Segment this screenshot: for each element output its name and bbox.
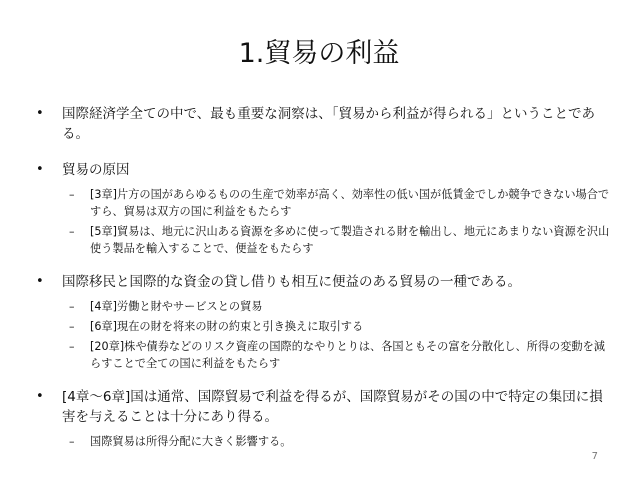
bullet-marker: • <box>36 106 44 121</box>
bullet-4 <box>36 387 616 427</box>
sub-bullet-3-3 <box>36 338 616 372</box>
slide-content <box>36 104 616 450</box>
sub-bullet-2-2 <box>36 223 616 257</box>
sub-bullet-3-1 <box>36 298 616 315</box>
sub-bullet-marker: – <box>69 300 75 313</box>
bullet-4-text: [4章～6章]国は通常、国際貿易で利益を得るが、国際貿易がその国の中で特定の集団に損害を与えることは十分にあり得る。 <box>62 389 603 425</box>
bullet-marker: • <box>36 162 44 177</box>
bullet-marker: • <box>36 389 44 404</box>
sub-bullet-4-1 <box>36 433 616 450</box>
sub-bullet-marker: – <box>69 340 75 353</box>
sub-bullet-marker: – <box>69 225 75 238</box>
sub-bullet-2-1 <box>36 186 616 220</box>
sub-bullet-3-2 <box>36 318 616 335</box>
bullet-2-text: 貿易の原因 <box>62 162 130 178</box>
bullet-2 <box>36 160 616 180</box>
page-number: 7 <box>591 451 598 462</box>
bullet-marker: • <box>36 274 44 289</box>
sub-bullet-4-1-text: 国際貿易は所得分配に大きく影響する。 <box>90 435 292 448</box>
sub-bullet-marker: – <box>69 435 75 448</box>
sub-bullet-3-1-text: [4章]労働と財やサービスとの貿易 <box>90 300 263 313</box>
bullet-3-text: 国際移民と国際的な資金の貸し借りも相互に便益のある貿易の一種である。 <box>62 274 521 290</box>
sub-bullet-3-2-text: [6章]現在の財を将来の財の約束と引き換えに取引する <box>90 320 364 333</box>
sub-bullet-2-1-text: [3章]片方の国があらゆるものの生産で効率が高く、効率性の低い国が低賃金でしか競争できない場合ですら、貿易は双方の国に利益をもたらす <box>90 188 610 218</box>
sub-bullet-2-2-text: [5章]貿易は、地元に沢山ある資源を多めに使って製造される財を輸出し、地元にあまりない資源を沢山使う製品を輸入することで、便益をもたらす <box>90 225 610 255</box>
bullet-3 <box>36 272 616 292</box>
bullet-1-text: 国際経済学全ての中で、最も重要な洞察は、「貿易から利益が得られる」ということである。 <box>62 106 595 142</box>
sub-bullet-marker: – <box>69 188 75 201</box>
sub-bullet-3-3-text: [20章]株や債券などのリスク資産の国際的なやりとりは、各国ともその富を分散化し、所得の変動を減らすことで全ての国に利益をもたらす <box>90 340 605 370</box>
bullet-1 <box>36 104 616 144</box>
slide-title: 1.貿易の利益 <box>238 38 400 69</box>
sub-bullet-marker: – <box>69 320 75 333</box>
